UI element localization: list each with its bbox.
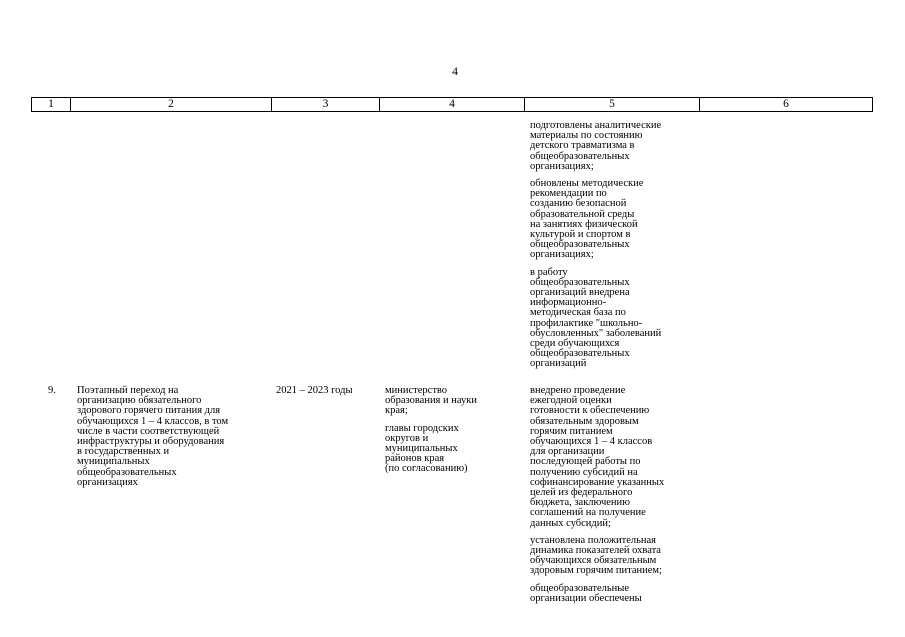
header-col-5: 5 [525,98,700,111]
result-paragraph: обновлены методические рекомендации по созданию безопасной образовательной среды на занятиях физической культурой и спортом в общеобразовательных организациях; [530,178,644,261]
header-col-1: 1 [32,98,71,111]
measure-cell [77,386,273,488]
result-paragraph: подготовлены аналитические материалы по состоянию детского травматизма в общеобразовательных организациях; [530,120,662,172]
header-col-3: 3 [272,98,380,111]
result-paragraph: в работу общеобразовательных организаций внедрена информационно- методическая база по профилактике "школьно- обусловленных" заболеваний среди обучающихся общеобразовательных организаций [530,266,662,370]
result-paragraph: общеобразовательные организации обеспечены [530,582,642,604]
continued-results-cell [530,121,702,370]
results-cell [530,386,702,604]
executors-cell [385,386,523,475]
row-number: 9. [48,385,56,396]
result-paragraph: внедрено проведение ежегодной оценки готовности к обеспечению обязательным здоровым горячим питанием обучающихся 1 – 4 классов для организации последующей работы по получению субсидий на софинансирование указанных целей из федерального бюджета, заключению соглашений на получение данных субсидий; [530,385,665,529]
executor-paragraph: министерство образования и науки края; [385,385,477,417]
executor-paragraph: главы городских округов и муниципальных районов края (по согласованию) [385,422,468,475]
measure-text: Поэтапный переход на организацию обязательного здорового горячего питания для обучающихся 1 – 4 классов, в том числе в части соответствующей инфраструктуры и оборудования в государственных и муниципальных общеобразовательных организациях [77,385,229,488]
page-number: 4 [452,64,458,78]
header-col-2: 2 [71,98,272,111]
header-col-4: 4 [380,98,525,111]
period-cell: 2021 – 2023 годы [276,385,353,396]
result-paragraph: установлена положительная динамика показателей охвата обучающихся обязательным здоровым горячим питанием; [530,534,662,577]
table-header-row [31,97,873,112]
header-col-6: 6 [783,98,789,110]
